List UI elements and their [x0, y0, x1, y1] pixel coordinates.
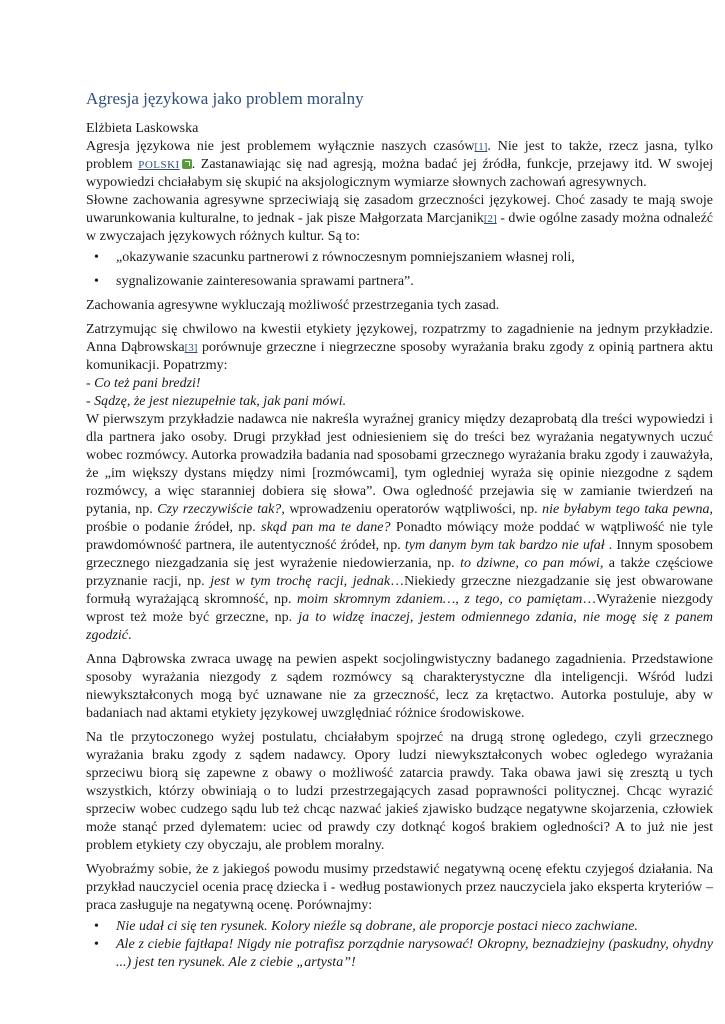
list-item: [116, 936, 713, 972]
text: a także częściowe przyznanie racji, np.: [86, 556, 713, 589]
paragraph-teacher-example: Wyobraźmy sobie, że z jakiegoś powodu musimy przedstawić negatywną ocenę efektu czyjegoś działania. Na przykład nauczyciel ocenia pracę dziecka i - według postawionych przez nauczyciela jako eksperta kryteriów – praca zasługuje na negatywną ocenę. Porównajmy:: [86, 862, 713, 913]
example-polite: Sądzę, że jest niezupełnie tak, jak pani mówi.: [94, 394, 347, 409]
text: .: [128, 628, 132, 643]
footnote-ref-1[interactable]: [1]: [474, 141, 488, 153]
text: . Zastanawiając się nad agresją, można badać jej źródła, funkcje, przejawy itd. W swojej wypowiedzi chciałabym się skupić na aksjologicznym wymiarze słownych zachowań agresywnych.: [86, 157, 713, 190]
author-name: Elżbieta Laskowska: [86, 121, 199, 136]
italic-example: tym danym bym tak bardzo nie ufał: [404, 538, 605, 553]
text: …Niekiedy grzeczne niezgadzanie się jest obwarowane formułą wyrażającą skromność, np.: [86, 574, 714, 607]
text: , prośbie o podanie źródeł, np.: [86, 502, 713, 535]
list-item: [116, 918, 713, 936]
text: Słowne zachowania agresywne sprzeciwiają się zasadom grzeczności językowej. Choć zasady te mają swoje uwarunkowania kulturalne, to jednak - jak pisze Małgorzata Marcjanik: [86, 193, 713, 226]
paragraph-rules-intro: [86, 192, 713, 246]
rules-list: [86, 249, 713, 291]
text: -: [86, 376, 95, 391]
text: -: [86, 394, 95, 409]
examples-list: [86, 918, 713, 972]
page-title: Agresja językowa jako problem moralny: [86, 89, 364, 108]
text: - dwie ogólne zasady można odnaleźć w zwyczajach językowych różnych kultur. Są to:: [86, 211, 713, 244]
italic-example: Ale z ciebie fajtłapa! Nigdy nie potrafisz porządnie narysować! Okropny, beznadziejny (paskudny, ohydny ...) jest ten rysunek. Ale z ciebie „artysta”!: [116, 937, 713, 970]
text: Zatrzymując się chwilowo na kwestii etykiety językowej, rozpatrzmy to zagadnienie na jednym przykładzie. Anna Dąbrowska: [86, 322, 713, 355]
paragraph-exclusion: Zachowania agresywne wykluczają możliwość przestrzegania tych zasad.: [86, 298, 500, 313]
polski-link[interactable]: POLSKI: [138, 159, 180, 171]
list-item: • sygnalizowanie zainteresowania sprawami partnera”.: [116, 273, 713, 291]
italic-example: ja to widzę inaczej, jestem odmiennego zdania, nie mogę się z panem zgodzić: [86, 610, 713, 643]
text: porównuje grzeczne i niegrzeczne sposoby wyrażania braku zgody z opinią partnera aktu komunikacji. Popatrzmy:: [86, 340, 713, 373]
italic-example: to dziwne, co pan mówi,: [460, 556, 604, 571]
italic-example: skąd pan ma te dane?: [261, 520, 391, 535]
text: , wprowadzeniu operatorów wątpliwości, np.: [281, 502, 543, 517]
paragraph-intro: [86, 138, 713, 192]
text: . Nie jest to także, rzecz jasna, tylko problem: [86, 139, 713, 172]
text: …Wyrażenie niezgody wprost też może być grzeczne, np.: [86, 592, 713, 625]
paragraph-etiquette: [86, 321, 713, 645]
footnote-ref-2[interactable]: [2]: [483, 213, 497, 225]
paragraph-moral-problem: Na tle przytoczonego wyżej postulatu, chciałabym spojrzeć na drugą stronę ogledego, czyli grzecznego wyrażania braku zgody z sądem nadawcy. Opory ludzi niewykształconych wobec ogledego wyrażania sprzeciwu biorą się zapewne z obawy o możliwość zatarcia prawdy. Taka obawa jawi się zresztą u tych wszystkich, którzy obwiniają o to ludzi przestrzegających zasad poprawności politycznej. Chcąc wyrazić sprzeciw wobec cudzego sądu lub też chcąc nazwać jakieś zjawisko budzące negatywne skojarzenia, człowiek może stanąć przed dylematem: uciec od prawdy czy dotknąć kogoś brakiem ogledności? A to już nie jest problem etykiety czy obyczaju, ale problem moralny.: [86, 730, 713, 853]
italic-example: jest w tym trochę racji, jednak: [210, 574, 391, 589]
example-impolite: Co też pani bredzi!: [94, 376, 201, 391]
italic-example: Nie udał ci się ten rysunek. Kolory nieźle są dobrane, ale proporcje postaci nieco zachwiane.: [116, 919, 638, 934]
text: . Innym sposobem grzecznego niezgadzania się jest wyrażenie niedowierzania, np.: [86, 538, 713, 571]
paragraph-sociolinguistic: Anna Dąbrowska zwraca uwagę na pewien aspekt socjolingwistyczny badanego zagadnienia. Przedstawione sposoby wyrażania niezgody z sądem rozmówcy są charakterystyczne dla inteligencji. Wśród ludzi niewykształconych mogą być uznawane nie za grzeczność, lecz za krętactwo. Autorka postuluje, aby w badaniach nad aktami etykiety językowej uwzględniać różnice środowiskowe.: [86, 652, 713, 721]
italic-example: moim skromnym zdaniem…, z tego, co pamiętam: [297, 592, 583, 607]
external-link-icon[interactable]: [182, 159, 192, 169]
italic-example: Czy rzeczywiście tak?: [157, 502, 282, 517]
list-item: • „okazywanie szacunku partnerowi z równoczesnym pomniejszaniem własnej roli,: [116, 249, 713, 267]
text: W pierwszym przykładzie nadawca nie nakreśla wyraźnej granicy między dezaprobatą dla treści wypowiedzi i dla partnera jako osoby. Drugi przykład jest odniesieniem się do treści bez wyrażania negatywnych uczuć wobec rozmówcy. Autorka prowadziła badania nad sposobami grzecznego wyrażania braku zgody i zauważyła, że „im większy dystans między nimi [rozmówcami], tym ogledniej wyraża się opinie niezgodne z sądem rozmówcy, a więc staranniej dobiera się słowa”. Owa ogledność przejawia się w zamianie twierdzeń na pytania, np.: [86, 412, 713, 517]
italic-example: nie byłabym tego taka pewna: [542, 502, 710, 517]
footnote-ref-3[interactable]: [3]: [184, 342, 198, 354]
text: Agresja językowa nie jest problemem wyłącznie naszych czasów: [86, 139, 475, 154]
text: Ponadto mówiący może poddać w wątpliwość nie tyle prawdomówność partnera, ile autentyczność źródeł, np.: [86, 520, 713, 553]
